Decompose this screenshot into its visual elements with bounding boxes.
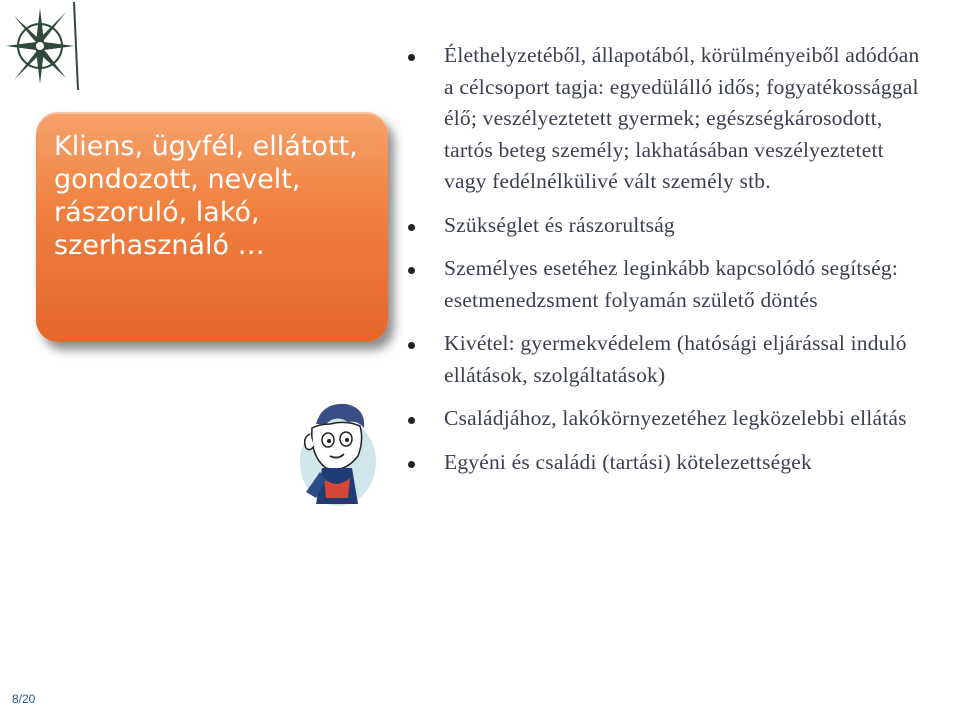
bullet-item bbox=[404, 40, 924, 198]
bullet-dot bbox=[408, 54, 415, 61]
bullet-dot bbox=[408, 267, 415, 274]
bullet-item bbox=[404, 253, 924, 316]
client-term-box bbox=[36, 112, 388, 342]
bullet-item bbox=[404, 328, 924, 391]
cartoon-person-icon bbox=[286, 394, 382, 512]
bullet-item bbox=[404, 210, 924, 242]
slide-number: 8/20 bbox=[12, 692, 36, 706]
bullet-dot bbox=[408, 461, 415, 468]
bullet-item bbox=[404, 403, 924, 435]
bullet-text: Szükséglet és rászorultság bbox=[444, 212, 675, 237]
bullet-list bbox=[404, 40, 924, 490]
bullet-text: Személyes esetéhez leginkább kapcsolódó segítség: esetmenedzsment folyamán születő döntés bbox=[444, 256, 898, 312]
bullet-text: Kivétel: gyermekvédelem (hatósági eljárással induló ellátások, szolgáltatások) bbox=[444, 331, 907, 387]
bullet-dot bbox=[408, 224, 415, 231]
bullet-text: Családjához, lakókörnyezetéhez legközelebbi ellátás bbox=[444, 406, 907, 430]
client-term-text: Kliens, ügyfél, ellátott, gondozott, nevelt, rászoruló, lakó, szerhasználó … bbox=[54, 131, 358, 261]
bullet-dot bbox=[408, 342, 415, 349]
compass-rose-icon bbox=[4, 0, 84, 95]
bullet-dot bbox=[408, 417, 415, 424]
bullet-text: Egyéni és családi (tartási) kötelezettségek bbox=[444, 449, 812, 474]
bullet-text: Élethelyzetéből, állapotából, körülményeiből adódóan a célcsoport tagja: egyedülálló idős; fogyatékossággal élő; veszélyeztetett gyermek; egészségkárosodott, tartós beteg személy; lakhatásában veszélyeztetett vagy fedélnélkülivé vált személy stb. bbox=[444, 43, 920, 193]
bullet-item bbox=[404, 447, 924, 479]
